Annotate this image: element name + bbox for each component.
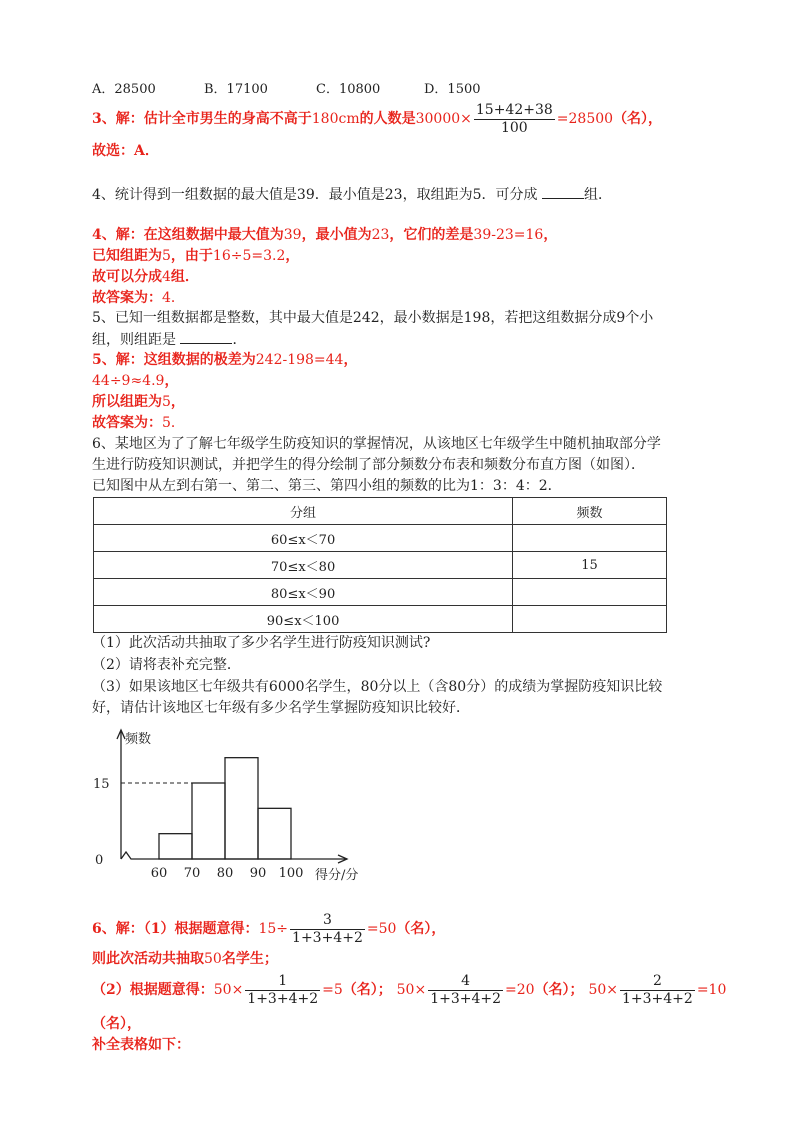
q4-question: 4、统计得到一组数据的最大值是39．最小值是23，取组距为5．可分成 组． xyxy=(92,184,612,205)
q6-sub3-line1: （3）如果该地区七年级共有6000名学生，80分以上（含80分）的成绩为掌握防疫知识比较 xyxy=(92,679,663,695)
q4-solution-line1: 4、解：在这组数据中最大值为39，最小值为23，它们的差是39-23=16， xyxy=(92,227,558,243)
q6-solution-1-line2: 则此次活动共抽取50名学生； xyxy=(92,951,278,967)
frequency-table xyxy=(93,497,667,633)
table-cell: 15 xyxy=(513,552,667,579)
q4-answer: 故答案为：4． xyxy=(92,290,185,306)
q6-intro-line1: 6、某地区为了了解七年级学生防疫知识的掌握情况，从该地区七年级学生中随机抽取部分学 xyxy=(92,436,661,452)
q6-solution-2: （2）根据题意得：50× $\frac{1}{1+3+4+2}$ =5（名）； 50× $\frac{4}{1+3+4+2}$ =20（名）； 50× $\frac{2}{1+3+4+2}$ =10 xyxy=(92,972,727,1007)
table-row xyxy=(94,525,667,552)
y-tick-label: 15 xyxy=(93,777,110,792)
q6-fraction-2c: $\frac{2}{1+3+4+2}$ xyxy=(621,972,693,1007)
table-cell: 90≤x＜100 xyxy=(94,606,513,633)
q5-blank xyxy=(180,329,232,344)
histogram-bar xyxy=(225,758,258,859)
table-cell: 80≤x＜90 xyxy=(94,579,513,606)
table-cell xyxy=(513,525,667,552)
x-tick-label: 60 xyxy=(150,866,168,881)
q5-question-line1: 5、已知一组数据都是整数，其中最大值是242，最小数据是198，若把这组数据分成9个小 xyxy=(92,310,654,326)
histogram-bar xyxy=(159,834,192,859)
q6-fraction-2b: $\frac{4}{1+3+4+2}$ xyxy=(430,972,502,1007)
y-axis-label: 频数 xyxy=(125,732,152,747)
table-header: 分组 xyxy=(94,498,513,525)
q4-solution-line3: 故可以分成4组． xyxy=(92,269,199,285)
q6-intro-line3: 已知图中从左到右第一、第二、第三、第四小组的频数的比为1：3：4：2． xyxy=(92,478,562,494)
x-tick-label: 100 xyxy=(278,866,304,881)
table-header: 频数 xyxy=(513,498,667,525)
q6-sub3-line2: 好，请估计该地区七年级有多少名学生掌握防疫知识比较好． xyxy=(92,700,470,716)
q5-question-line2: 组，则组距是 ． xyxy=(92,329,246,350)
table-row xyxy=(94,579,667,606)
q3-fraction: $\frac{15+42+38}{100}$ xyxy=(475,101,553,136)
x-axis xyxy=(121,852,347,859)
q6-solution-2-cont: （名）， xyxy=(92,1016,141,1032)
q5-solution-line3: 所以组距为5， xyxy=(92,394,185,410)
q3-answer: 故选：A． xyxy=(92,143,159,159)
q4-blank xyxy=(542,184,584,199)
q6-fraction-1: $\frac{3}{1+3+4+2}$ xyxy=(292,911,363,946)
x-tick-label: 80 xyxy=(216,866,234,881)
option-c: C．10800 xyxy=(316,82,381,97)
table-cell xyxy=(513,579,667,606)
table-cell: 70≤x＜80 xyxy=(94,552,513,579)
option-a: A．28500 xyxy=(92,82,156,97)
histogram-bar xyxy=(258,808,291,859)
x-tick-label: 70 xyxy=(183,866,201,881)
table-cell xyxy=(513,606,667,633)
table-row xyxy=(94,606,667,633)
q6-sub2: （2）请将表补充完整． xyxy=(92,657,241,673)
q5-solution-line2: 44÷9≈4.9， xyxy=(92,373,179,389)
q5-solution-line1: 5、解：这组数据的极差为242-198=44， xyxy=(92,352,358,368)
table-cell: 60≤x＜70 xyxy=(94,525,513,552)
q3-solution: 3、解：估计全市男生的身高不高于180cm的人数是30000× $\frac{15+42+38}{100}$ =28500（名）， xyxy=(92,101,663,136)
x-tick-label: 90 xyxy=(249,866,267,881)
option-d: D．1500 xyxy=(424,82,481,97)
option-b: B．17100 xyxy=(204,82,268,97)
q5-answer: 故答案为：5． xyxy=(92,415,185,431)
table-header-row xyxy=(94,498,667,525)
q6-sub1: （1）此次活动共抽取了多少名学生进行防疫知识测试? xyxy=(92,635,431,651)
q6-intro-line2: 生进行防疫知识测试，并把学生的得分绘制了部分频数分布表和频数分布直方图（如图）． xyxy=(92,457,645,473)
histogram-bar xyxy=(192,783,225,859)
q4-solution-line2: 已知组距为5，由于16÷5=3.2， xyxy=(92,248,300,264)
q6-solution-1: 6、解：（1）根据题意得：15÷ $\frac{3}{1+3+4+2}$ =50（名）， xyxy=(92,911,446,946)
x-axis-label: 得分/分 xyxy=(315,868,359,883)
q6-solution-2-last: 补全表格如下： xyxy=(92,1037,190,1053)
y-tick-label: 0 xyxy=(95,853,104,868)
histogram-chart xyxy=(85,722,375,887)
table-row xyxy=(94,552,667,579)
q6-fraction-2a: $\frac{1}{1+3+4+2}$ xyxy=(247,972,319,1007)
